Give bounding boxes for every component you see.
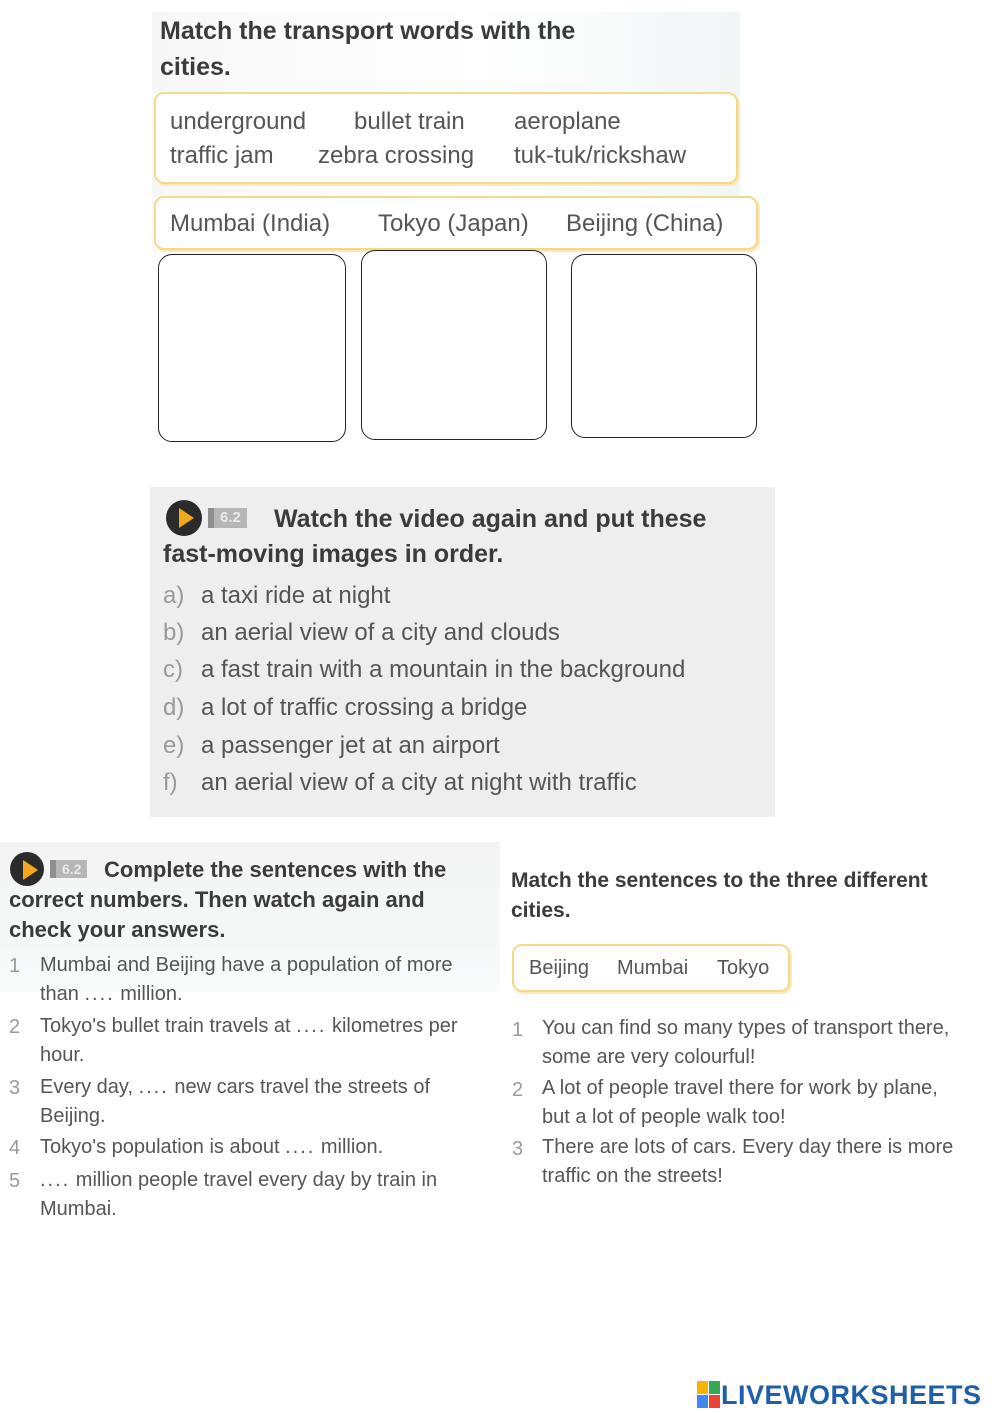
match-sentence-3: [542, 1133, 953, 1191]
city-mumbai: Mumbai (India): [170, 210, 331, 237]
sentence-number: 2: [9, 1016, 21, 1038]
sentence-text: hour.: [40, 1044, 85, 1066]
city-beijing: Beijing (China): [566, 210, 724, 237]
sentence-text: million.: [315, 1136, 384, 1158]
answer-gap[interactable]: ....: [285, 1136, 316, 1158]
sentence-2: [40, 1012, 458, 1070]
answer-gap[interactable]: ....: [138, 1076, 169, 1098]
sentence-text: Mumbai.: [40, 1198, 117, 1220]
liveworksheets-logo: [697, 1378, 982, 1412]
section4-title-line2: cities.: [511, 899, 571, 922]
sentence-text: You can find so many types of transport there,: [542, 1017, 950, 1039]
sentence-text: Mumbai and Beijing have a population of more: [40, 954, 453, 976]
sentence-text: than: [40, 983, 85, 1005]
answer-box-beijing[interactable]: [571, 254, 757, 438]
sentence-text: traffic on the streets!: [542, 1165, 723, 1187]
play-icon: [166, 500, 202, 536]
sentence-text: million.: [114, 983, 183, 1005]
sentence-number: 5: [9, 1170, 21, 1192]
track-badge: 6.2: [208, 508, 247, 528]
sentence-text: kilometres per: [326, 1015, 458, 1037]
item-letter: b): [163, 619, 185, 646]
match-sentence-1: [542, 1014, 949, 1072]
section2-title-line1: Watch the video again and put these: [274, 505, 707, 533]
section3-title-line1: Complete the sentences with the: [104, 857, 447, 882]
section3-title-line2: correct numbers. Then watch again and: [9, 887, 425, 912]
sentence-text: A lot of people travel there for work by plane,: [542, 1077, 938, 1099]
answer-gap[interactable]: ....: [296, 1015, 327, 1037]
sentence-3: [40, 1073, 430, 1131]
sentence-1: [40, 951, 500, 1009]
list-item: [163, 619, 560, 647]
sentence-text: Tokyo's population is about: [40, 1136, 286, 1158]
word-zebra-crossing: zebra crossing: [318, 142, 475, 169]
match-sentence-2: [542, 1074, 938, 1132]
answer-box-tokyo[interactable]: [361, 250, 547, 440]
sentence-number: 1: [512, 1019, 524, 1041]
sentence-text: but a lot of people walk too!: [542, 1106, 786, 1128]
item-text: a passenger jet at an airport: [201, 732, 500, 759]
sentence-4: [40, 1133, 383, 1162]
section1-title-line2: cities.: [160, 53, 231, 81]
play-icon: [10, 852, 44, 886]
liveworksheets-logo-icon: [697, 1381, 721, 1409]
section3-title-line3: check your answers.: [9, 917, 226, 942]
brand-name: LIVEWORKSHEETS: [721, 1379, 982, 1410]
list-item: [163, 694, 527, 722]
list-item: [163, 769, 637, 797]
sentence-number: 1: [9, 955, 21, 977]
choice-tokyo: Tokyo: [717, 957, 770, 979]
item-letter: f): [163, 769, 178, 796]
sentence-text: million people travel every day by train in: [70, 1169, 438, 1191]
item-text: an aerial view of a city at night with traffic: [201, 769, 637, 796]
sentence-text: some are very colourful!: [542, 1046, 756, 1068]
choice-mumbai: Mumbai: [617, 957, 689, 979]
item-letter: a): [163, 582, 185, 609]
item-letter: c): [163, 656, 183, 683]
sentence-text: Tokyo's bullet train travels at: [40, 1015, 297, 1037]
track-badge: 6.2: [50, 860, 87, 878]
sentence-number: 2: [512, 1079, 524, 1101]
list-item: [163, 732, 500, 760]
city-choices-box: [512, 944, 790, 992]
answer-gap[interactable]: ....: [84, 983, 115, 1005]
choice-beijing: Beijing: [529, 957, 590, 979]
item-letter: d): [163, 694, 185, 721]
word-bullet-train: bullet train: [354, 108, 465, 135]
answer-gap[interactable]: ....: [40, 1169, 71, 1191]
list-item: [163, 656, 685, 684]
section1-title-line1: Match the transport words with the: [160, 17, 576, 45]
sentence-number: 3: [512, 1138, 524, 1160]
sentence-number: 4: [9, 1137, 21, 1159]
word-underground: underground: [170, 108, 307, 135]
item-text: a fast train with a mountain in the background: [201, 656, 686, 683]
sentence-text: There are lots of cars. Every day there is more: [542, 1136, 954, 1158]
transport-words-box: [154, 92, 738, 184]
sentence-5: [40, 1166, 437, 1224]
cities-box: [154, 196, 758, 250]
sentence-text: new cars travel the streets of: [168, 1076, 431, 1098]
sentence-text: Every day,: [40, 1076, 139, 1098]
section4-title-line1: Match the sentences to the three different: [511, 869, 928, 892]
answer-box-mumbai[interactable]: [158, 254, 346, 442]
item-letter: e): [163, 732, 185, 759]
word-traffic-jam: traffic jam: [170, 142, 274, 169]
item-text: a lot of traffic crossing a bridge: [201, 694, 528, 721]
sentence-text: Beijing.: [40, 1105, 106, 1127]
word-tuk-tuk: tuk-tuk/rickshaw: [514, 142, 687, 169]
word-aeroplane: aeroplane: [514, 108, 621, 135]
item-text: a taxi ride at night: [201, 582, 391, 609]
list-item: [163, 582, 390, 610]
item-text: an aerial view of a city and clouds: [201, 619, 560, 646]
section2-title-line2: fast-moving images in order.: [163, 540, 504, 568]
sentence-number: 3: [9, 1077, 21, 1099]
city-tokyo: Tokyo (Japan): [378, 210, 529, 237]
